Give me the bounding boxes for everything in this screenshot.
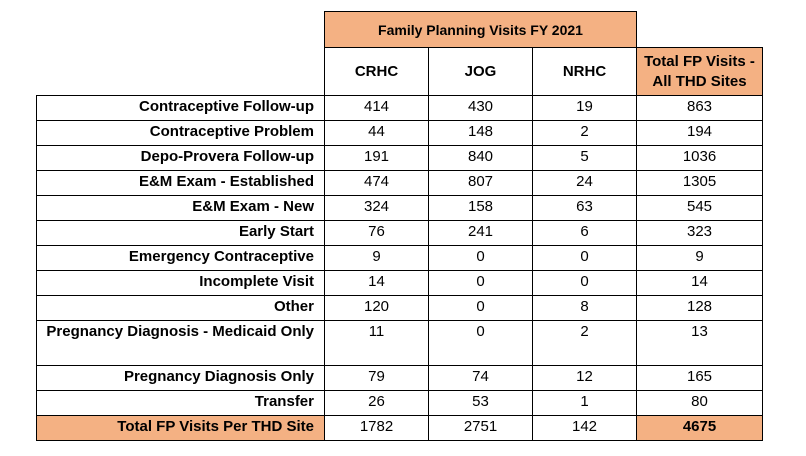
cell-jog: 0 xyxy=(429,296,533,321)
total-crhc: 1782 xyxy=(325,416,429,441)
table-row xyxy=(37,146,763,171)
table-row xyxy=(37,96,763,121)
table-row xyxy=(37,391,763,416)
cell-jog: 0 xyxy=(429,271,533,296)
cell-crhc: 414 xyxy=(325,96,429,121)
row-label: E&M Exam - Established xyxy=(37,171,325,196)
total-jog: 2751 xyxy=(429,416,533,441)
cell-jog: 148 xyxy=(429,121,533,146)
cell-nrhc: 12 xyxy=(533,366,637,391)
totals-row xyxy=(37,416,763,441)
cell-nrhc: 5 xyxy=(533,146,637,171)
cell-jog: 74 xyxy=(429,366,533,391)
row-label: Depo-Provera Follow-up xyxy=(37,146,325,171)
cell-total: 128 xyxy=(637,296,763,321)
cell-crhc: 76 xyxy=(325,221,429,246)
table-row xyxy=(37,366,763,391)
cell-nrhc: 8 xyxy=(533,296,637,321)
cell-jog: 241 xyxy=(429,221,533,246)
row-label: Transfer xyxy=(37,391,325,416)
table-row xyxy=(37,321,763,366)
cell-jog: 0 xyxy=(429,246,533,271)
totals-row-label: Total FP Visits Per THD Site xyxy=(37,416,325,441)
column-header-crhc: CRHC xyxy=(325,48,429,96)
table-row xyxy=(37,196,763,221)
header-blank xyxy=(37,48,325,96)
cell-crhc: 191 xyxy=(325,146,429,171)
cell-crhc: 14 xyxy=(325,271,429,296)
cell-nrhc: 2 xyxy=(533,321,637,366)
row-label: Contraceptive Problem xyxy=(37,121,325,146)
cell-jog: 840 xyxy=(429,146,533,171)
cell-crhc: 324 xyxy=(325,196,429,221)
table-row xyxy=(37,171,763,196)
cell-crhc: 474 xyxy=(325,171,429,196)
cell-nrhc: 0 xyxy=(533,246,637,271)
table-row xyxy=(37,271,763,296)
cell-total: 9 xyxy=(637,246,763,271)
cell-nrhc: 63 xyxy=(533,196,637,221)
cell-jog: 430 xyxy=(429,96,533,121)
row-label: Incomplete Visit xyxy=(37,271,325,296)
table-row xyxy=(37,246,763,271)
total-nrhc: 142 xyxy=(533,416,637,441)
cell-jog: 807 xyxy=(429,171,533,196)
family-planning-table xyxy=(36,11,763,441)
cell-total: 545 xyxy=(637,196,763,221)
cell-total: 13 xyxy=(637,321,763,366)
row-label: Early Start xyxy=(37,221,325,246)
cell-crhc: 9 xyxy=(325,246,429,271)
cell-jog: 158 xyxy=(429,196,533,221)
column-header-total: Total FP Visits - All THD Sites xyxy=(637,48,763,96)
cell-crhc: 26 xyxy=(325,391,429,416)
header-row xyxy=(37,48,763,96)
cell-crhc: 44 xyxy=(325,121,429,146)
cell-total: 194 xyxy=(637,121,763,146)
cell-total: 1305 xyxy=(637,171,763,196)
corner-blank xyxy=(37,12,325,48)
cell-total: 323 xyxy=(637,221,763,246)
row-label: Other xyxy=(37,296,325,321)
cell-jog: 0 xyxy=(429,321,533,366)
cell-total: 80 xyxy=(637,391,763,416)
column-header-nrhc: NRHC xyxy=(533,48,637,96)
row-label: Pregnancy Diagnosis - Medicaid Only xyxy=(37,321,325,366)
cell-total: 165 xyxy=(637,366,763,391)
row-label: Pregnancy Diagnosis Only xyxy=(37,366,325,391)
cell-total: 14 xyxy=(637,271,763,296)
cell-total: 863 xyxy=(637,96,763,121)
cell-nrhc: 24 xyxy=(533,171,637,196)
grand-total: 4675 xyxy=(637,416,763,441)
table-row xyxy=(37,121,763,146)
cell-crhc: 120 xyxy=(325,296,429,321)
table-row xyxy=(37,296,763,321)
cell-nrhc: 6 xyxy=(533,221,637,246)
cell-total: 1036 xyxy=(637,146,763,171)
cell-nrhc: 2 xyxy=(533,121,637,146)
cell-nrhc: 19 xyxy=(533,96,637,121)
cell-crhc: 11 xyxy=(325,321,429,366)
table-title: Family Planning Visits FY 2021 xyxy=(325,12,637,48)
row-label: Emergency Contraceptive xyxy=(37,246,325,271)
cell-nrhc: 1 xyxy=(533,391,637,416)
cell-nrhc: 0 xyxy=(533,271,637,296)
table-row xyxy=(37,221,763,246)
cell-jog: 53 xyxy=(429,391,533,416)
column-header-jog: JOG xyxy=(429,48,533,96)
row-label: E&M Exam - New xyxy=(37,196,325,221)
row-label: Contraceptive Follow-up xyxy=(37,96,325,121)
title-row xyxy=(37,12,763,48)
title-right-blank xyxy=(637,12,763,48)
cell-crhc: 79 xyxy=(325,366,429,391)
